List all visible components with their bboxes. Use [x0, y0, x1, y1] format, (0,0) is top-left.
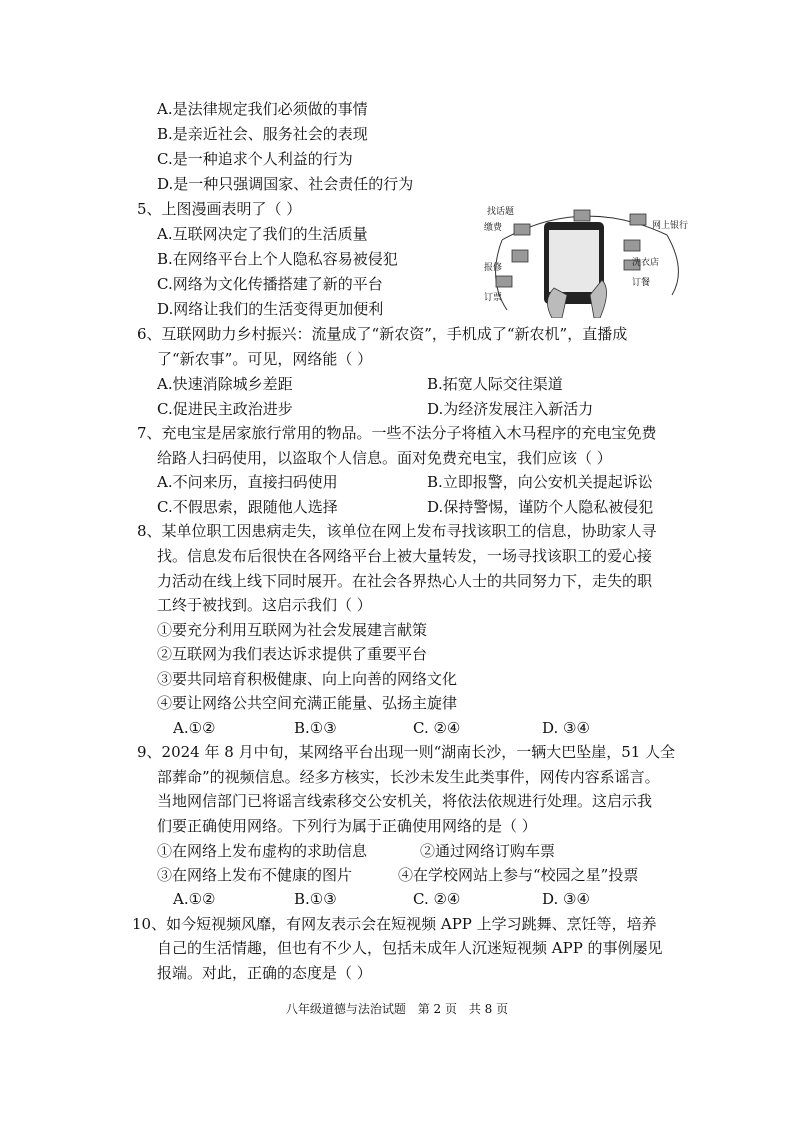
q9-statement-4: ④在学校网站上参与“校园之星”投票 — [398, 866, 639, 884]
comic-label-online-bank: 网上银行 — [652, 221, 689, 231]
q7-stem-line2: 给路人扫码使用，以盗取个人信息。面对免费充电宝，我们应该（ ） — [157, 449, 612, 467]
q8-statement-1: ①要充分利用互联网为社会发展建言献策 — [157, 621, 428, 639]
q5-option-d: D.网络让我们的生活变得更加便利 — [157, 300, 384, 318]
q9-option-a: A.①② — [173, 890, 216, 908]
footer-page-number: 第 2 页 — [417, 1002, 457, 1016]
q8-stem-line2: 找。信息发布后很快在各网络平台上被大量转发，一场寻找该职工的爱心接 — [157, 547, 653, 565]
q8-stem-line4: 工终于被找到。这启示我们（ ） — [157, 596, 372, 614]
q9-stem-line3: 当地网信部门已将谣言线索移交公安机关，将依法依规进行处理。这启示我 — [157, 792, 653, 810]
q8-option-d: D. ③④ — [542, 719, 590, 737]
q4-option-d: D.是一种只强调国家、社会责任的行为 — [157, 175, 414, 193]
q9-stem-line2: 部葬命”的视频信息。经多方核实，长沙未发生此类事件，网传内容系谣言。 — [157, 768, 660, 786]
q4-option-b: B.是亲近社会、服务社会的表现 — [157, 125, 368, 143]
q8-stem-line1: 8、某单位职工因患病走失，该单位在网上发布寻找该职工的信息，协助家人寻 — [137, 522, 657, 540]
footer-page-total: 共 8 页 — [468, 1002, 509, 1016]
q9-statement-3: ③在网络上发布不健康的图片 — [157, 866, 353, 884]
q10-stem-line2: 自己的生活情趣，但也有不少人，包括未成年人沉迷短视频 APP 的事例屡见 — [157, 939, 663, 957]
q9-stem-line4: 们要正确使用网络。下列行为属于正确使用网络的是（ ） — [157, 817, 537, 835]
q5-option-a: A.互联网决定了我们的生活质量 — [157, 225, 368, 243]
q7-option-d: D.保持警惕，谨防个人隐私被侵犯 — [427, 498, 654, 516]
q6-stem-line1: 6、互联网助力乡村振兴：流量成了“新农资”，手机成了“新农机”，直播成 — [137, 325, 628, 343]
q9-option-d: D. ③④ — [542, 890, 590, 908]
page-footer — [0, 1000, 794, 1018]
q8-option-a: A.①② — [173, 719, 216, 737]
comic-label-tickets: 订票 — [484, 293, 503, 303]
q10-stem-line3: 报端。对此，正确的态度是（ ） — [157, 964, 372, 982]
q8-stem-line3: 力活动在线上线下同时展开。在社会各界热心人士的共同努力下，走失的职 — [157, 572, 653, 590]
q8-statement-3: ③要共同培育积极健康、向上向善的网络文化 — [157, 670, 458, 688]
q10-stem-line1: 10、如今短视频风靡，有网友表示会在短视频 APP 上学习跳舞、烹饪等，培养 — [132, 915, 657, 933]
q6-option-b: B.拓宽人际交往渠道 — [427, 375, 563, 393]
q9-statement-2: ②通过网络订购车票 — [420, 842, 556, 860]
q5-option-b: B.在网络平台上个人隐私容易被侵犯 — [157, 250, 398, 268]
q7-option-b: B.立即报警，向公安机关提起诉讼 — [427, 473, 653, 491]
comic-label-payment: 缴费 — [484, 223, 503, 233]
q9-option-b: B.①③ — [294, 890, 337, 908]
q8-statement-4: ④要让网络公共空间充满正能量、弘扬主旋律 — [157, 694, 458, 712]
q7-option-a: A.不问来历，直接扫码使用 — [157, 473, 338, 491]
comic-label-order-meal: 订餐 — [632, 278, 651, 288]
q9-stem-line1: 9、2024 年 8 月中旬，某网络平台出现一则“湖南长沙，一辆大巴坠崖，51 人全 — [137, 743, 676, 761]
q5-option-c: C.网络为文化传播搭建了新的平台 — [157, 275, 383, 293]
q6-option-a: A.快速消除城乡差距 — [157, 375, 293, 393]
q8-option-c: C. ②④ — [413, 719, 461, 737]
comic-label-topic: 找话题 — [487, 207, 515, 217]
q4-option-a: A.是法律规定我们必须做的事情 — [157, 100, 368, 118]
smartphone-comic-illustration — [482, 200, 690, 318]
q4-option-c: C.是一种追求个人利益的行为 — [157, 150, 353, 168]
q8-option-b: B.①③ — [294, 719, 337, 737]
q8-statement-2: ②互联网为我们表达诉求提供了重要平台 — [157, 645, 428, 663]
q9-statement-1: ①在网络上发布虚构的求助信息 — [157, 842, 368, 860]
comic-label-laundry: 洗衣店 — [632, 258, 660, 268]
q7-option-c: C.不假思索，跟随他人选择 — [157, 498, 338, 516]
q7-stem-line1: 7、充电宝是居家旅行常用的物品。一些不法分子将植入木马程序的充电宝免费 — [137, 424, 657, 442]
comic-label-repair: 报修 — [484, 263, 503, 273]
q6-option-c: C.促进民主政治进步 — [157, 400, 293, 418]
footer-subject: 八年级道德与法治试题 — [285, 1002, 406, 1016]
q9-option-c: C. ②④ — [413, 890, 461, 908]
q5-stem: 5、上图漫画表明了（ ） — [137, 200, 302, 218]
q6-option-d: D.为经济发展注入新活力 — [427, 400, 594, 418]
q6-stem-line2: 了“新农事”。可见，网络能（ ） — [157, 350, 373, 368]
